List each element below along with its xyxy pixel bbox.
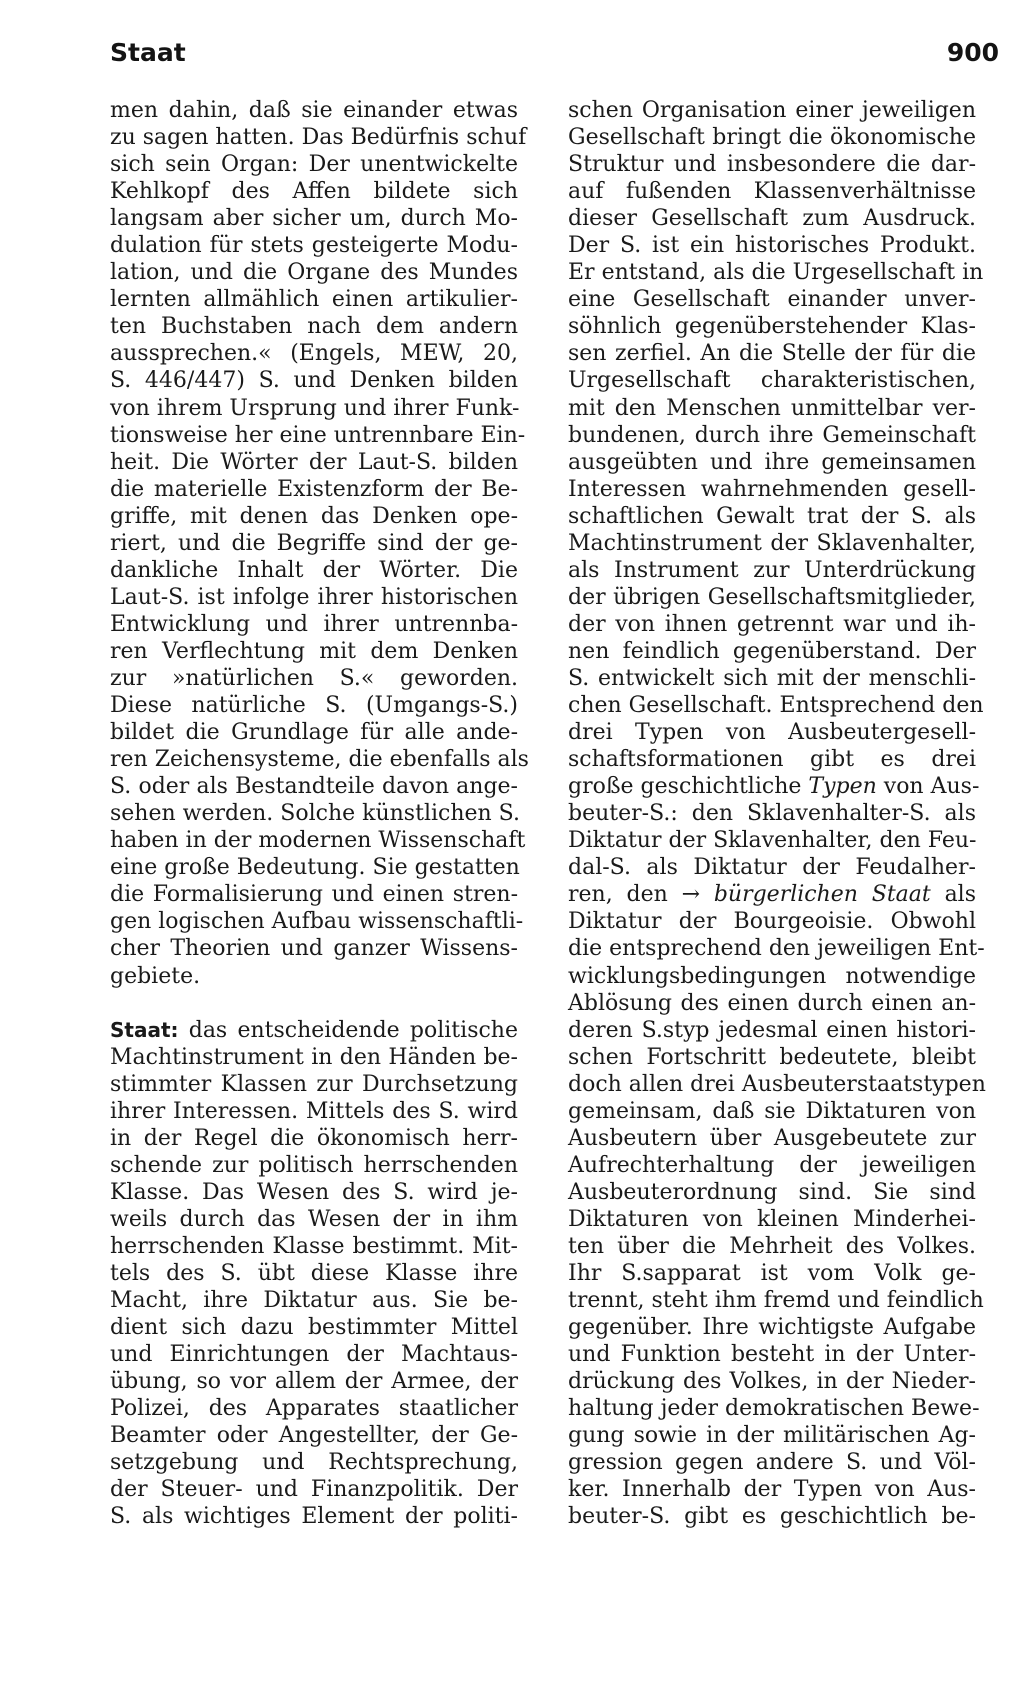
running-head-title: Staat [110, 38, 186, 67]
text-line: griffe, mit denen das Denken ope- [110, 503, 518, 529]
text-line: Klasse. Das Wesen des S. wird je- [110, 1179, 518, 1205]
text-line: Machtinstrument in den Händen be- [110, 1044, 518, 1070]
text-line: doch allen drei Ausbeuterstaatstypen [568, 1071, 986, 1097]
arrow-icon: → [681, 882, 701, 908]
entry-keyword: Staat: [110, 1017, 179, 1042]
text-line: S. 446/447) S. und Denken bilden [110, 368, 518, 394]
text-line: eine Gesellschaft einander unver- [568, 287, 976, 313]
text-line: Laut-S. ist infolge ihrer historischen [110, 584, 518, 610]
page-number: 900 [946, 38, 999, 67]
text-line-crossref [568, 881, 976, 908]
text-line: schaftsformationen gibt es drei [568, 747, 976, 773]
text-line: gression gegen andere S. und Völ- [568, 1450, 976, 1476]
text-line: Diktatur der Bourgeoisie. Obwohl [568, 909, 976, 935]
text-line: von ihrem Ursprung und ihrer Funk- [110, 395, 520, 421]
text-line: ihrer Interessen. Mittels des S. wird [110, 1098, 518, 1124]
text-line: Aufrechterhaltung der jeweiligen [568, 1152, 976, 1178]
text-line: riert, und die Begriffe sind der ge- [110, 530, 518, 556]
text-line: Urgesellschaft charakteristischen, [568, 368, 976, 394]
text-line: herrschenden Klasse bestimmt. Mit- [110, 1233, 518, 1259]
entry-first-line-text: das entscheidende politische [178, 1017, 518, 1043]
text-line: beuter-S. gibt es geschichtlich be- [568, 1504, 976, 1530]
text-line: der von ihnen getrennt war und ih- [568, 611, 976, 637]
text-line: schende zur politisch herrschenden [110, 1152, 518, 1178]
text-line: tionsweise her eine untrennbare Ein- [110, 422, 526, 448]
text-line: auf fußenden Klassenverhältnisse [568, 179, 976, 205]
text-line: bundenen, durch ihre Gemeinschaft [568, 422, 976, 448]
text-line: ten Buchstaben nach dem andern [110, 314, 518, 340]
text-line: wicklungsbedingungen notwendige [568, 963, 976, 989]
text-line: Der S. ist ein historisches Produkt. [568, 233, 976, 259]
running-header [110, 36, 999, 72]
text-line: lernten allmählich einen artikulier- [110, 287, 518, 313]
text-line: trennt, steht ihm fremd und feindlich [568, 1288, 984, 1314]
text-line: schen Fortschritt bedeutete, bleibt [568, 1044, 976, 1070]
text-line: Kehlkopf des Affen bildete sich [110, 179, 518, 205]
entry-first-line [110, 1017, 518, 1044]
crossref-before: ren, den [568, 882, 682, 908]
text-line: dulation für stets gesteigerte Modu- [110, 233, 518, 259]
text-line: gung sowie in der militärischen Ag- [568, 1423, 976, 1449]
text-line: bildet die Grundlage für alle ande- [110, 720, 518, 746]
text-line: schen Organisation einer jeweiligen [568, 98, 976, 123]
entry-staat [110, 1017, 518, 1531]
text-line: Beamter oder Angestellter, der Ge- [110, 1423, 518, 1449]
text-line: sen zerfiel. An die Stelle der für die [568, 341, 976, 367]
entry-body [110, 1044, 518, 1531]
text-line: Er entstand, als die Urgesellschaft in [568, 260, 984, 286]
text-line: gemeinsam, daß sie Diktaturen von [568, 1098, 976, 1124]
text-line: Entwicklung und ihrer untrennba- [110, 611, 518, 637]
right-text-block-b [568, 800, 976, 881]
text-line: Diktatur der Sklavenhalter, den Feu- [568, 828, 977, 854]
right-column [568, 97, 986, 1530]
text-line: weils durch das Wesen der in ihm [110, 1206, 518, 1232]
text-line: dient sich dazu bestimmter Mittel [110, 1315, 518, 1341]
text-line: drückung des Volkes, in der Nieder- [568, 1369, 976, 1395]
text-line: in der Regel die ökonomisch herr- [110, 1125, 518, 1151]
text-line: Diktaturen von kleinen Minderhei- [568, 1206, 976, 1232]
text-line: drei Typen von Ausbeutergesell- [568, 720, 976, 746]
text-line: S. als wichtiges Element der politi- [110, 1504, 518, 1530]
text-line: der Steuer- und Finanzpolitik. Der [110, 1477, 518, 1503]
text-line: und Funktion besteht in der Unter- [568, 1342, 976, 1368]
text-line: stimmter Klassen zur Durchsetzung [110, 1071, 518, 1097]
text-line: schaftlichen Gewalt trat der S. als [568, 503, 976, 529]
crossref-link-buergerlicher-staat[interactable]: bürgerlichen Staat [713, 882, 931, 908]
text-line: gen logischen Aufbau wissenschaftli- [110, 909, 524, 935]
text-line: setzgebung und Rechtsprechung, [110, 1450, 518, 1476]
text-line: und Einrichtungen der Machtaus- [110, 1342, 518, 1368]
text-line: Diese natürliche S. (Umgangs-S.) [110, 693, 518, 719]
text-line: ren Zeichensysteme, die ebenfalls als [110, 747, 529, 773]
text-line-typen [568, 773, 980, 800]
text-line: aussprechen.« (Engels, MEW, 20, [110, 341, 518, 367]
crossref-after: als [930, 882, 977, 908]
text-line: übung, so vor allem der Armee, der [110, 1369, 518, 1395]
text-line: zur »natürlichen S.« geworden. [110, 665, 518, 691]
text-line: Ausbeuterordnung sind. Sie sind [568, 1179, 976, 1205]
text-line: S. oder als Bestandteile davon ange- [110, 774, 518, 800]
text-line: zu sagen hatten. Das Bedürfnis schuf [110, 125, 527, 151]
text-line: dieser Gesellschaft zum Ausdruck. [568, 206, 976, 232]
text-line: Machtinstrument der Sklavenhalter, [568, 530, 976, 556]
text-line: haben in der modernen Wissenschaft [110, 828, 526, 854]
text-line: eine große Bedeutung. Sie gestatten [110, 855, 520, 881]
typen-after: von Aus- [876, 774, 980, 800]
text-line: heit. Die Wörter der Laut-S. bilden [110, 449, 518, 475]
text-line: tels des S. übt diese Klasse ihre [110, 1260, 518, 1286]
typen-italic: Typen [808, 774, 877, 800]
text-line: ten über die Mehrheit des Volkes. [568, 1233, 976, 1259]
text-line: söhnlich gegenüberstehender Klas- [568, 314, 976, 340]
text-line: als Instrument zur Unterdrückung [568, 557, 976, 583]
right-text-block-a [568, 97, 984, 773]
text-line: nen feindlich gegenüberstand. Der [568, 638, 976, 664]
text-line: deren S.styp jedesmal einen histori- [568, 1017, 976, 1043]
text-line: Ablösung des einen durch einen an- [568, 990, 976, 1016]
text-line: lation, und die Organe des Mundes [110, 260, 518, 286]
text-line: beuter-S.: den Sklavenhalter-S. als [568, 801, 976, 827]
text-line: mit den Menschen unmittelbar ver- [568, 395, 976, 421]
text-line: die Formalisierung und einen stren- [110, 882, 518, 908]
text-line: ren Verflechtung mit dem Denken [110, 638, 518, 664]
text-line: Struktur und insbesondere die dar- [568, 152, 976, 178]
right-text-block-c [568, 908, 986, 1530]
text-line: Interessen wahrnehmenden gesell- [568, 476, 976, 502]
text-line: langsam aber sicher um, durch Mo- [110, 206, 518, 232]
text-line: gebiete. [110, 963, 201, 989]
text-line: die materielle Existenzform der Be- [110, 476, 518, 502]
text-line: S. entwickelt sich mit der menschli- [568, 665, 976, 691]
entry-gap [110, 990, 518, 1017]
text-line: Polizei, des Apparates staatlicher [110, 1396, 518, 1422]
typen-before: große geschichtliche [568, 774, 809, 800]
text-line: gegenüber. Ihre wichtigste Aufgabe [568, 1315, 976, 1341]
text-line: haltung jeder demokratischen Bewe- [568, 1396, 980, 1422]
text-line: Ihr S.sapparat ist vom Volk ge- [568, 1261, 976, 1287]
text-line: dal-S. als Diktatur der Feudalher- [568, 855, 976, 881]
text-line: Gesellschaft bringt die ökonomische [568, 125, 976, 151]
text-line: cher Theorien und ganzer Wissens- [110, 936, 518, 962]
text-line: der übrigen Gesellschaftsmitglieder, [568, 584, 976, 610]
text-line: chen Gesellschaft. Entsprechend den [568, 693, 984, 719]
continued-entry-text [110, 97, 529, 990]
text-line: die entsprechend den jeweiligen Ent- [568, 936, 985, 962]
text-line: sich sein Organ: Der unentwickelte [110, 152, 518, 178]
left-column [110, 97, 529, 1530]
text-line: ker. Innerhalb der Typen von Aus- [568, 1477, 976, 1503]
text-line: Ausbeutern über Ausgebeutete zur [568, 1125, 976, 1151]
text-line: ausgeübten und ihre gemeinsamen [568, 449, 976, 475]
text-line: dankliche Inhalt der Wörter. Die [110, 557, 518, 583]
text-line: sehen werden. Solche künstlichen S. [110, 801, 520, 827]
text-line: Macht, ihre Diktatur aus. Sie be- [110, 1288, 518, 1314]
text-line: men dahin, daß sie einander etwas [110, 98, 518, 123]
